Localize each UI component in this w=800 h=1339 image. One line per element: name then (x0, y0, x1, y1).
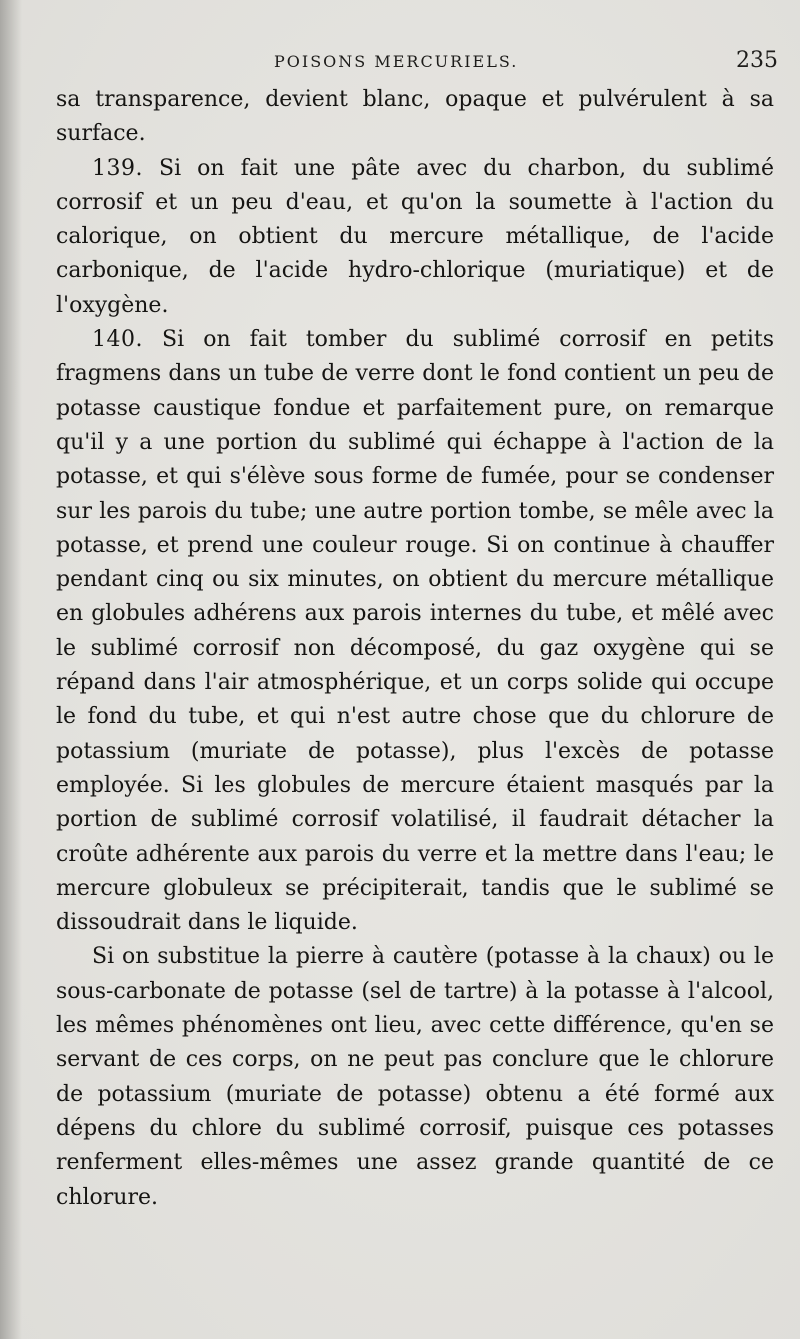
page-number: 235 (736, 48, 778, 73)
page-gutter-shadow (0, 0, 22, 1339)
running-title: POISONS MERCURIELS. (274, 52, 519, 71)
paragraph-139 (56, 152, 774, 323)
paragraph-140 (56, 323, 774, 940)
paragraph-text: Si on fait une pâte avec du charbon, du sublimé corrosif et un peu d'eau, et qu'on la soumette à l'action du calorique, on obtient du mercure métallique, de l'acide carbonique, de l'acide hydro-chlorique (muriatique) et de l'oxygène. (56, 155, 774, 318)
paragraph-text: sa transparence, devient blanc, opaque et pulvérulent à sa surface. (56, 87, 774, 147)
paragraph-number: 139. (92, 155, 143, 181)
page-header (56, 48, 778, 80)
body-text (56, 83, 774, 1215)
paragraph-continuation (56, 83, 774, 152)
paragraph-number: 140. (92, 327, 143, 353)
paragraph-text: Si on substitue la pierre à cautère (potasse à la chaux) ou le sous-carbonate de potasse (sel de tartre) à la potasse à l'alcool, les mêmes phénomènes ont lieu, avec cette différence, qu'en se servant de ces corps, on ne peut pas conclure que le chlorure de potassium (muriate de potasse) obtenu a été formé aux dépens du chlore du sublimé corrosif, puisque ces potasses renferment elles-mêmes une assez grande quantité de ce chlorure. (56, 944, 774, 1210)
paragraph-text: Si on fait tomber du sublimé corrosif en petits fragmens dans un tube de verre dont le fond contient un peu de potasse caustique fondue et parfaitement pure, on remarque qu'il y a une portion du sublimé qui échappe à l'action de la potasse, et qui s'élève sous forme de fumée, pour se condenser sur les parois du tube; une autre portion tombe, se mêle avec la potasse, et prend une couleur rouge. Si on continue à chauffer pendant cinq ou six minutes, on obtient du mercure métallique en globules adhérens aux parois internes du tube, et mêlé avec le sublimé corrosif non décomposé, du gaz oxygène qui se répand dans l'air atmosphérique, et un corps solide qui occupe le fond du tube, et qui n'est autre chose que du chlorure de potassium (muriate de potasse), plus l'excès de potasse employée. Si les globules de mercure étaient masqués par la portion de sublimé corrosif volatilisé, il faudrait détacher la croûte adhérente aux parois du verre et la mettre dans l'eau; le mercure globuleux se précipiterait, tandis que le sublimé se dissoudrait dans le liquide. (56, 327, 775, 936)
paragraph-substitution (56, 940, 774, 1214)
